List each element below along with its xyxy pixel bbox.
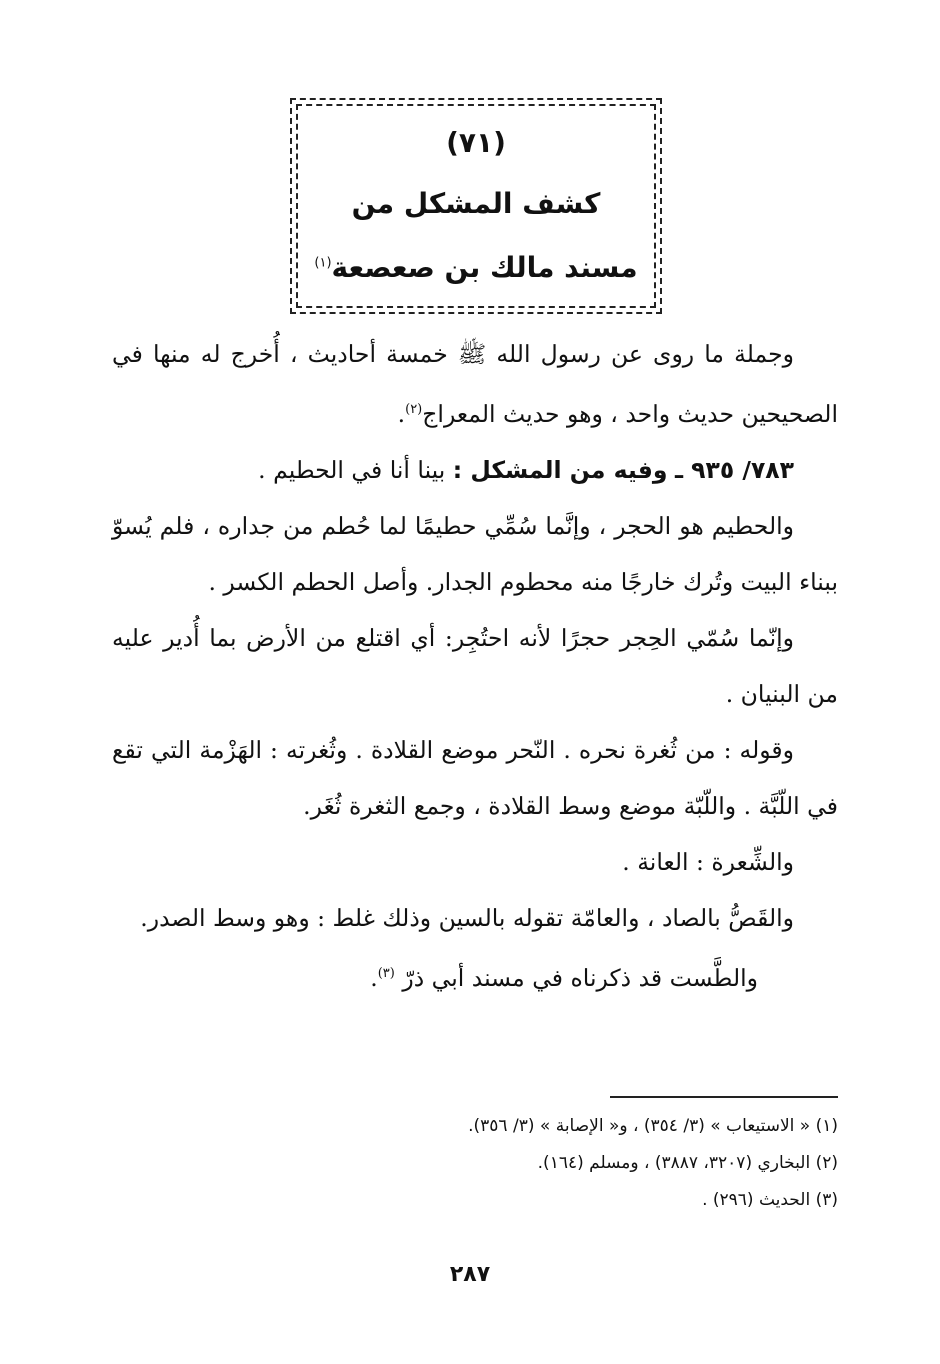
chapter-number: (٧١) (446, 125, 506, 159)
paragraph-thughra: وقوله : من ثُغرة نحره . النّحر موضع القلادة . وثُغرته : الهَزْمة التي تقع في اللّبَّة . واللّبّة موضع وسط القلادة ، وجمع الثغرة ثُغَر. (112, 735, 838, 820)
footnote-3: (٣) الحديث (٢٩٦) . (702, 1190, 838, 1210)
hadith-text: بينا أنا في الحطيم . (258, 455, 446, 484)
tast-text: والطَّست قد ذكرناه في مسند أبي ذرّ (402, 963, 758, 992)
footnote-2: (٢) البخاري (٣٢٠٧، ٣٨٨٧) ، ومسلم (١٦٤). (537, 1153, 838, 1173)
paragraph-tast (112, 946, 838, 1006)
page-number: ٢٨٧ (449, 1262, 491, 1287)
title-footnote-ref: (١) (314, 255, 332, 271)
paragraph-hatim: والحطيم هو الحجر ، وإنَّما سُمِّي حطيمًا لما حُطم من جداره ، فلم يُسوّ ببناء البيت وتُرك خارجًا منه محطوم الجدار. وأصل الحطم الكسر . (112, 511, 838, 596)
hadith-number: ٧٨٣/ ٩٣٥ ـ (674, 455, 794, 484)
body-text (112, 326, 838, 1006)
intro-text: وجملة ما روى عن رسول الله ﷺ خمسة أحاديث ، أُخرج له منها في الصحيحين حديث واحد ، وهو حديث المعراج (112, 340, 838, 428)
footnote-1: (١) « الاستيعاب » (٣/ ٣٥٤) ، و« الإصابة » (٣/ ٣٥٦). (468, 1116, 838, 1136)
tast-footnote-ref: (٣) (377, 965, 395, 981)
chapter-title-frame (290, 98, 662, 314)
hadith-heading-paragraph (112, 442, 838, 498)
footnotes (112, 1108, 838, 1219)
chapter-title-inner (296, 104, 656, 308)
paragraph-qass: والقَصُّ بالصاد ، والعامّة تقوله بالسين وذلك غلط : وهو وسط الصدر. (140, 903, 794, 932)
paragraph-shira: والشِّعرة : العانة . (622, 847, 794, 876)
tast-end: . (370, 963, 378, 992)
footnote-divider (610, 1096, 838, 1098)
chapter-title-line-1: كشف المشكل من (351, 187, 601, 221)
chapter-title-text: مسند مالك بن صعصعة (331, 250, 638, 284)
intro-footnote-ref: (٢) (405, 402, 423, 417)
intro-end: . (397, 399, 406, 428)
chapter-title-line-2 (314, 250, 637, 286)
paragraph-hijr: وإنّما سُمّي الحِجر حجرًا لأنه احتُجِر: أي اقتلع من الأرض بما أُدير عليه من البنيان . (112, 623, 838, 708)
hadith-heading: وفيه من المشكل : (452, 455, 668, 484)
intro-paragraph (112, 326, 838, 442)
